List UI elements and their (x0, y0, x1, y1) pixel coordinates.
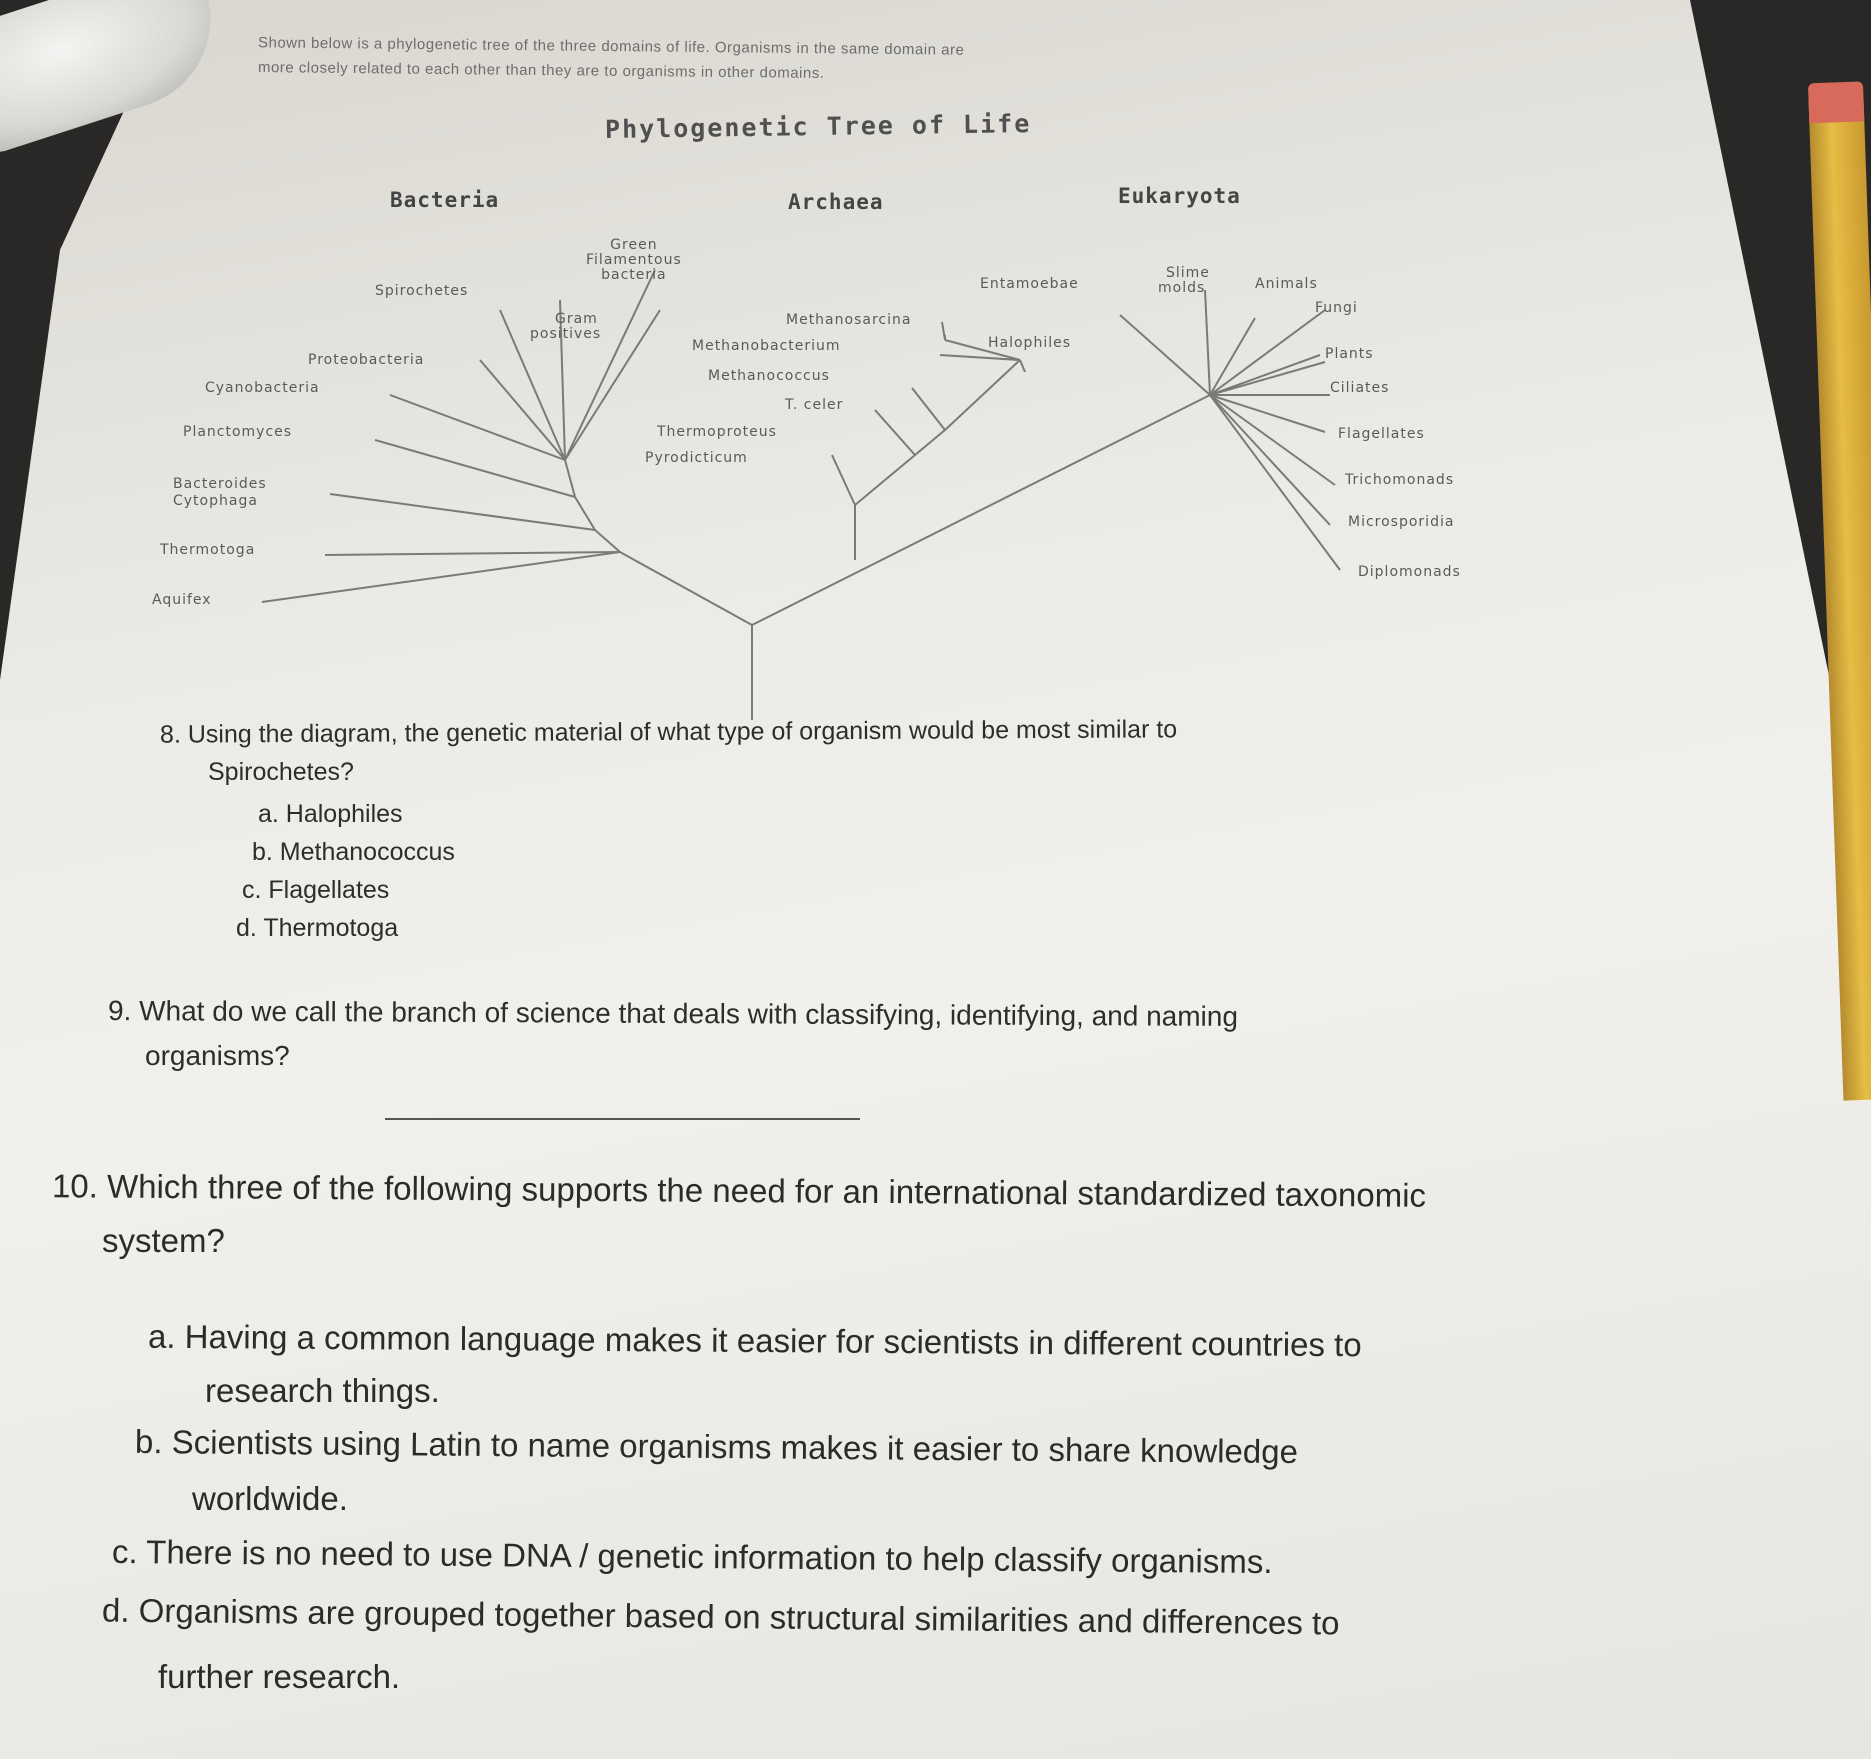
label-ciliates: Ciliates (1330, 380, 1390, 396)
label-aquifex: Aquifex (152, 592, 212, 608)
label-halophiles: Halophiles (988, 335, 1072, 351)
label-t-celer: T. celer (785, 397, 844, 413)
q10-option-b-line-2: worldwide. (192, 1480, 348, 1517)
q10-option-b-line-1[interactable]: b. Scientists using Latin to name organisms makes it easier to share knowledge (134, 1422, 1299, 1471)
label-fungi: Fungi (1315, 300, 1358, 316)
q9-text-1: 9. What do we call the branch of science that deals with classifying, identifying, and naming (107, 995, 1239, 1032)
q10-option-a-line-1[interactable]: a. Having a common language makes it easier for scientists in different countries to (147, 1317, 1362, 1364)
intro-line-2: more closely related to each other than they are to organisms in other domains. (257, 59, 825, 82)
label-green-filamentous: Green Filamentous bacteria (586, 237, 682, 283)
label-cyanobacteria: Cyanobacteria (205, 380, 320, 396)
label-methanococcus: Methanococcus (708, 368, 830, 384)
q8-text-1: 8. Using the diagram, the genetic material of what type of organism would be most similar to (159, 715, 1178, 749)
label-trichomonads: Trichomonads (1345, 472, 1455, 488)
label-methanobacterium: Methanobacterium (692, 338, 841, 354)
q8-option-a[interactable]: a. Halophiles (258, 800, 403, 828)
label-microsporidia: Microsporidia (1348, 514, 1455, 530)
q9-text-2: organisms? (145, 1040, 290, 1071)
q8-text-2: Spirochetes? (208, 758, 354, 786)
domain-bacteria: Bacteria (390, 188, 500, 212)
label-plants: Plants (1325, 346, 1374, 362)
q8-option-d[interactable]: d. Thermotoga (236, 914, 399, 942)
tree-title: Phylogenetic Tree of Life (604, 109, 1032, 144)
q10-option-d-line-1[interactable]: d. Organisms are grouped together based on structural similarities and differences to (101, 1591, 1340, 1642)
q10-option-a-line-2: research things. (205, 1372, 440, 1409)
label-methanosarcina: Methanosarcina (786, 312, 912, 328)
label-diplomonads: Diplomonads (1358, 564, 1461, 580)
q10-text-2: system? (102, 1222, 225, 1259)
label-bacteroides-cytophaga: Bacteroides Cytophaga (173, 476, 267, 509)
intro-line-1: Shown below is a phylogenetic tree of the three domains of life. Organisms in the same domain are (257, 34, 965, 59)
domain-eukaryota: Eukaryota (1118, 184, 1241, 208)
label-gram-positives: Gram positives (530, 311, 602, 342)
label-spirochetes: Spirochetes (375, 283, 469, 299)
q9-answer-line[interactable] (385, 1118, 860, 1120)
label-flagellates: Flagellates (1338, 426, 1425, 442)
q10-option-c[interactable]: c. There is no need to use DNA / genetic information to help classify organisms. (111, 1532, 1273, 1581)
q10-text-1: 10. Which three of the following supports the need for an international standardized taxonomic (51, 1167, 1427, 1214)
q10-option-d-line-2: further research. (158, 1658, 401, 1695)
label-entamoebae: Entamoebae (980, 276, 1079, 292)
label-planctomyces: Planctomyces (183, 424, 293, 440)
label-pyrodicticum: Pyrodicticum (645, 450, 748, 466)
label-slime-molds: Slime molds (1158, 265, 1210, 296)
label-proteobacteria: Proteobacteria (308, 352, 425, 368)
q8-option-c[interactable]: c. Flagellates (242, 876, 390, 904)
label-thermoproteus: Thermoproteus (657, 424, 777, 440)
q8-option-b[interactable]: b. Methanococcus (252, 838, 455, 866)
domain-archaea: Archaea (788, 190, 884, 214)
label-animals: Animals (1255, 276, 1318, 292)
label-thermotoga: Thermotoga (160, 542, 256, 558)
